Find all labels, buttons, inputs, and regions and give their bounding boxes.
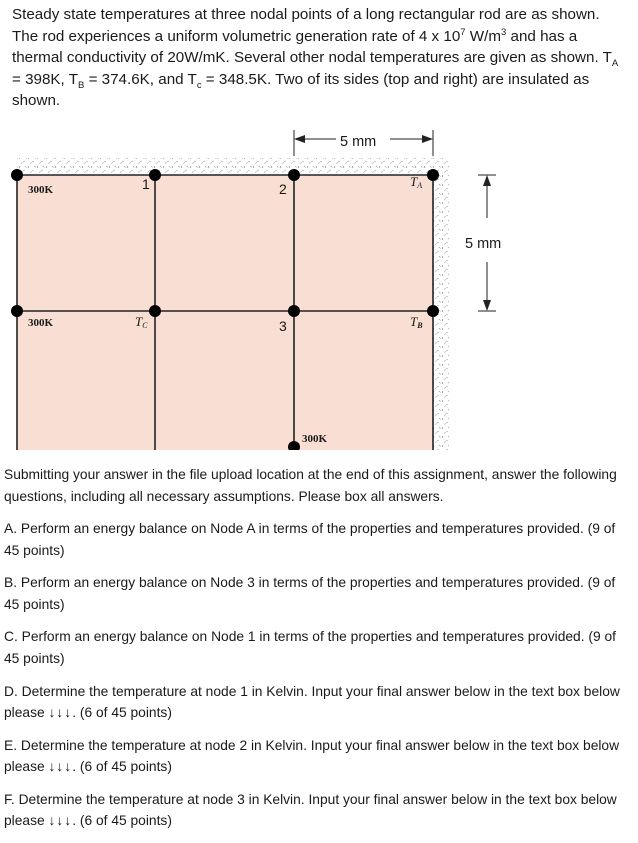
node-tb-dot — [427, 305, 439, 317]
dim-arrow-up — [483, 175, 491, 186]
rod-body — [17, 175, 433, 450]
top-insulation — [17, 158, 449, 175]
ta-value: = 398K, T — [12, 70, 79, 88]
node-ta-label: TA — [410, 174, 423, 190]
dim-right-label: 5 mm — [465, 236, 502, 252]
node-tb-label: TB — [410, 314, 423, 330]
questions-section — [4, 464, 624, 843]
dim-arrow-down — [483, 300, 491, 311]
node-1-dot — [149, 169, 161, 181]
question-b-text: B. Perform an energy balance on Node 3 in terms of the properties and temperatures provided. (9 of 45 points) — [4, 575, 616, 612]
exponent-3: 3 — [501, 26, 507, 38]
question-a-text: A. Perform an energy balance on Node A in terms of the properties and temperatures provided. (9 of 45 points) — [4, 521, 616, 558]
dim-arrow-left — [294, 135, 305, 143]
tb-subscript: B — [78, 79, 85, 91]
temp-label-bottom: 300K — [302, 433, 328, 445]
node-mid-left — [11, 305, 23, 317]
node-ta-dot — [427, 169, 439, 181]
unit-text: W/m — [465, 27, 502, 45]
problem-text-2: and has a thermal conductivity of 20W/mK. Several other nodal temperatures are given as shown. T — [12, 27, 612, 67]
tb-value: = 374.6K, and T — [84, 70, 197, 88]
question-e-text: E. Determine the temperature at node 2 in Kelvin. Input your final answer below in the text box below please — [4, 737, 620, 775]
right-insulation — [433, 158, 449, 450]
dim-arrow-right — [422, 135, 433, 143]
question-f-text: F. Determine the temperature at node 3 in Kelvin. Input your final answer below in the text box below please — [4, 791, 617, 829]
temp-label-mid-left: 300K — [28, 317, 54, 329]
temp-label-top-left: 300K — [28, 184, 54, 196]
question-c-text: C. Perform an energy balance on Node 1 in terms of the properties and temperatures provided. (9 of 45 points) — [4, 629, 616, 666]
node-2-dot — [288, 169, 300, 181]
node-2-label: 2 — [279, 181, 287, 197]
question-a — [4, 518, 624, 561]
question-d-text: D. Determine the temperature at node 1 in Kelvin. Input your final answer below in the text box below please — [4, 683, 620, 721]
down-arrows-icon: ↓↓↓ — [48, 705, 73, 721]
dim-top-label: 5 mm — [340, 134, 377, 150]
question-d — [4, 681, 624, 724]
tc-subscript: c — [196, 79, 202, 91]
question-f — [4, 789, 624, 832]
tc-value: = 348.5K. Two of its sides (top and right) are insulated as shown. — [12, 70, 590, 110]
node-tc-dot — [149, 305, 161, 317]
question-e — [4, 735, 624, 778]
problem-statement — [12, 4, 624, 112]
down-arrows-icon: ↓↓↓ — [48, 813, 73, 829]
node-top-left — [11, 169, 23, 181]
questions-intro: Submitting your answer in the file upload location at the end of this assignment, answer the following questions, including all necessary assumptions. Please box all answers. — [4, 467, 617, 504]
ta-subscript: A — [611, 58, 619, 70]
node-3-dot — [288, 305, 300, 317]
problem-text-1: Steady state temperatures at three nodal points of a long rectangular rod are as shown. The rod experiences a uniform volumetric generation rate of 4 x 10 — [12, 6, 600, 45]
question-c — [4, 626, 624, 669]
node-3-label: 3 — [279, 318, 287, 334]
exponent-7: 7 — [460, 26, 466, 38]
down-arrows-icon: ↓↓↓ — [48, 759, 73, 775]
node-1-label: 1 — [142, 176, 150, 192]
question-d-points: . (6 of 45 points) — [72, 705, 172, 721]
node-tc-label: TC — [135, 314, 148, 330]
question-f-points: . (6 of 45 points) — [72, 813, 172, 829]
question-e-points: . (6 of 45 points) — [72, 759, 172, 775]
question-b — [4, 572, 624, 615]
nodal-grid-diagram — [0, 120, 638, 450]
